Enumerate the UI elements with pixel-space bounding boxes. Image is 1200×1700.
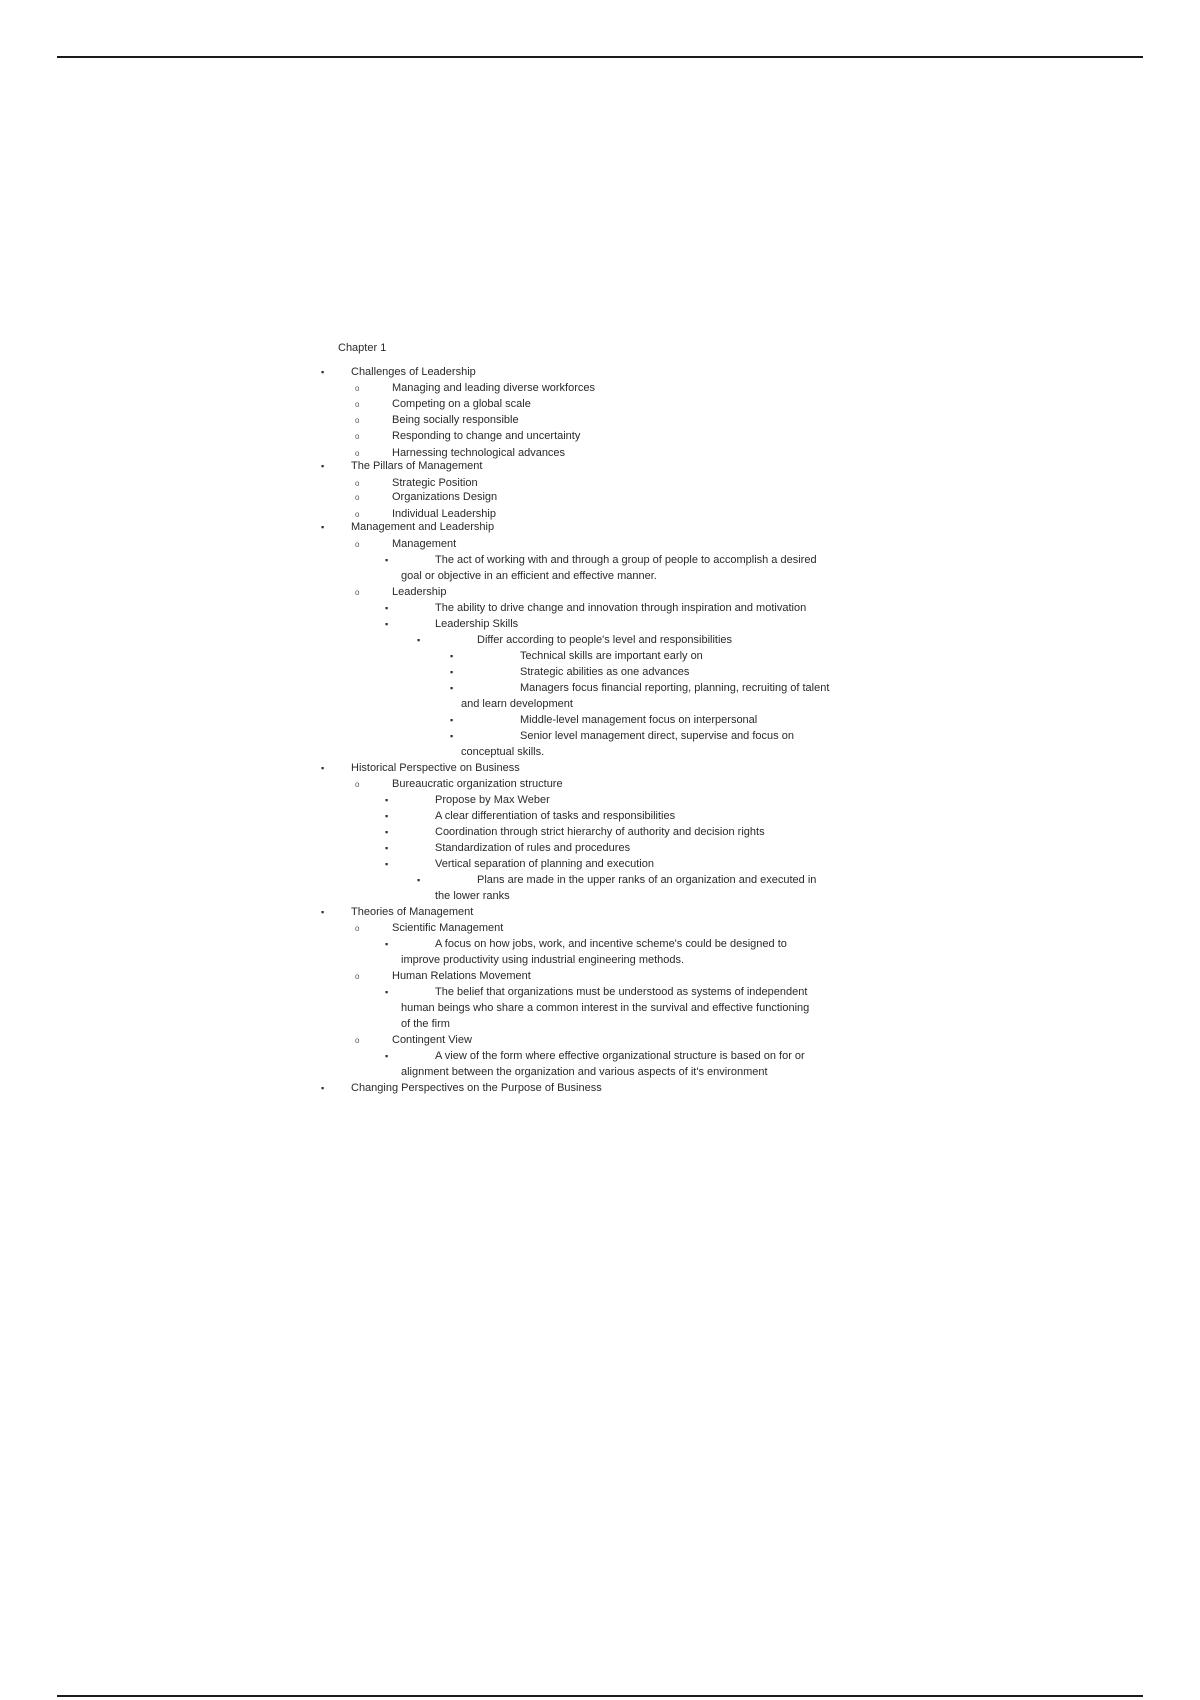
bottom-rule [57,1695,1143,1697]
outline-item: Propose by Max Weber [435,794,550,806]
top-rule [57,56,1143,58]
outline-item: Bureaucratic organization structure [392,778,563,790]
outline-item: goal or objective in an efficient and effective manner. [401,570,657,582]
square-bullet-icon [385,825,388,839]
square-bullet-icon [450,681,453,695]
outline-item: Differ according to people's level and responsibilities [477,634,733,646]
square-bullet-icon [417,873,420,887]
outline-item: human beings who share a common interest in the survival and effective functioning [401,1002,810,1014]
outline-item: Management and Leadership [351,521,495,533]
outline-item: Theories of Management [351,906,474,918]
square-bullet-icon [450,649,453,663]
circle-bullet-icon [355,585,359,600]
outline-item: Scientific Management [392,922,504,934]
square-bullet-icon [385,937,388,951]
chapter-title: Chapter 1 [338,342,387,354]
square-bullet-icon [385,1049,388,1063]
outline-item: conceptual skills. [461,746,545,758]
square-bullet-icon [385,809,388,823]
outline-item: Changing Perspectives on the Purpose of Business [351,1082,602,1094]
outline-item: Being socially responsible [392,414,519,426]
outline-item: Plans are made in the upper ranks of an organization and executed in [477,874,817,886]
outline-item: and learn development [461,698,573,710]
outline-item: Leadership Skills [435,618,519,630]
square-bullet-icon [385,601,388,615]
square-bullet-icon [321,905,324,919]
outline-item: The act of working with and through a group of people to accomplish a desired [435,554,817,566]
outline-item: Technical skills are important early on [520,650,703,662]
outline-item: Management [392,538,457,550]
square-bullet-icon [385,617,388,631]
outline-item: Senior level management direct, supervise and focus on [520,730,794,742]
outline-item: The belief that organizations must be understood as systems of independent [435,986,808,998]
outline-item: Challenges of Leadership [351,366,476,378]
square-bullet-icon [321,459,324,473]
square-bullet-icon [450,665,453,679]
outline-list [255,255,975,1200]
outline-item: Strategic abilities as one advances [520,666,690,678]
circle-bullet-icon [355,397,359,412]
outline-item: A focus on how jobs, work, and incentive scheme's could be designed to [435,938,787,950]
outline-item: Historical Perspective on Business [351,762,520,774]
outline-item: Vertical separation of planning and execution [435,858,654,870]
square-bullet-icon [321,365,324,379]
outline-item: Harnessing technological advances [392,447,566,459]
outline-item: alignment between the organization and various aspects of it's environment [401,1066,768,1078]
circle-bullet-icon [355,969,359,984]
outline-item: A view of the form where effective organizational structure is based on for or [435,1050,805,1062]
outline-item: Contingent View [392,1034,472,1046]
outline-item: Individual Leadership [392,508,496,520]
square-bullet-icon [385,793,388,807]
outline-item: Responding to change and uncertainty [392,430,581,442]
outline-item: Competing on a global scale [392,398,531,410]
outline-item: The ability to drive change and innovation through inspiration and motivation [435,602,807,614]
outline-item: Leadership [392,586,447,598]
outline-item: Coordination through strict hierarchy of authority and decision rights [435,826,765,838]
outline-item: The Pillars of Management [351,460,483,472]
square-bullet-icon [450,713,453,727]
outline-item: of the firm [401,1018,450,1030]
circle-bullet-icon [355,777,359,792]
outline-item: the lower ranks [435,890,510,902]
circle-bullet-icon [355,429,359,444]
circle-bullet-icon [355,921,359,936]
outline-item: Strategic Position [392,477,478,489]
circle-bullet-icon [355,537,359,552]
circle-bullet-icon [355,381,359,396]
square-bullet-icon [450,729,453,743]
outline-item: Managers focus financial reporting, planning, recruiting of talent [520,682,830,694]
outline-item: Middle-level management focus on interpersonal [520,714,758,726]
circle-bullet-icon [355,490,359,505]
outline-item: Standardization of rules and procedures [435,842,631,854]
document-page [255,255,975,1200]
square-bullet-icon [385,857,388,871]
square-bullet-icon [385,841,388,855]
square-bullet-icon [385,985,388,999]
circle-bullet-icon [355,1033,359,1048]
square-bullet-icon [385,553,388,567]
outline-item: improve productivity using industrial engineering methods. [401,954,685,966]
outline-item: A clear differentiation of tasks and responsibilities [435,810,676,822]
square-bullet-icon [417,633,420,647]
outline-item: Human Relations Movement [392,970,531,982]
square-bullet-icon [321,520,324,534]
circle-bullet-icon [355,476,359,491]
outline-item: Organizations Design [392,491,498,503]
square-bullet-icon [321,1081,324,1095]
outline-item: Managing and leading diverse workforces [392,382,596,394]
circle-bullet-icon [355,413,359,428]
square-bullet-icon [321,761,324,775]
